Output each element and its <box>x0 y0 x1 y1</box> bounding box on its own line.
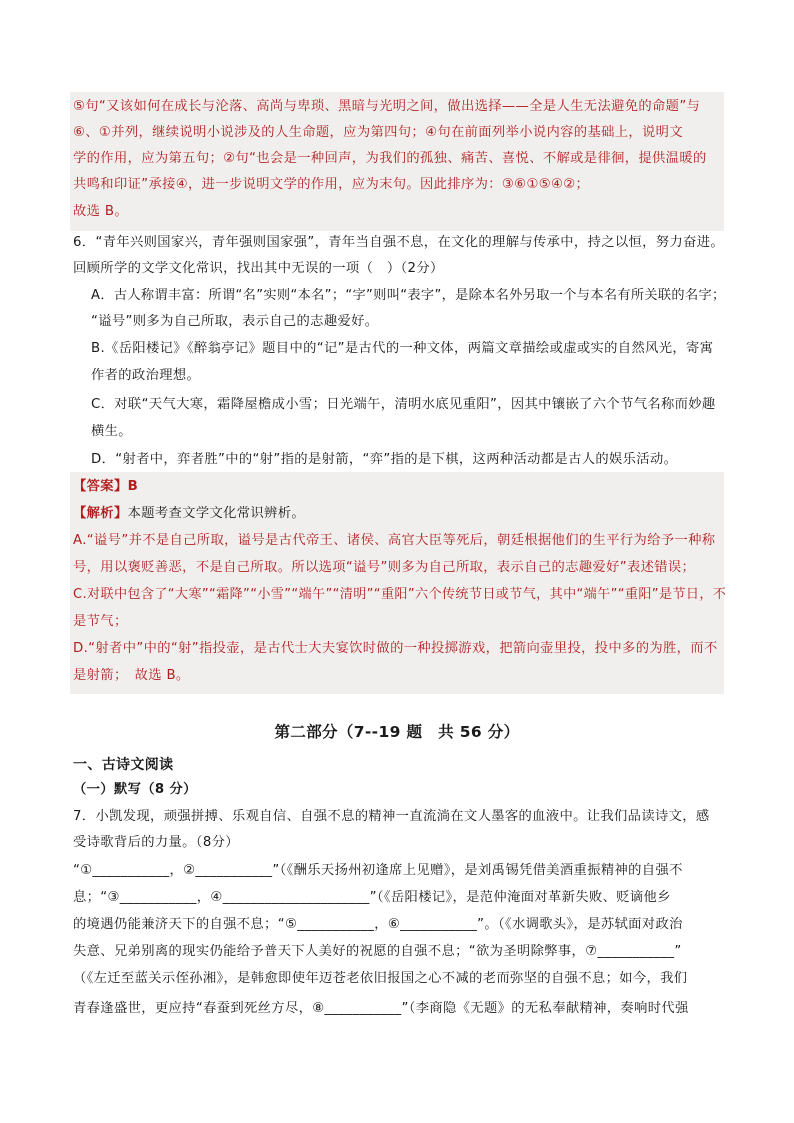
analysis-item-text: 对联中包含了“大寒”“霜降”“小雪”“端午”“清明”“重阳”六个传统节日或节气，其中“端午”“重阳”是节日，不 <box>87 587 727 602</box>
analysis-item-d-cont: 是射箭； 故选 B。 <box>73 668 190 683</box>
question7-line: 青春逢盛世，更应持“春蚕到死丝方尽，⑧___________”（李商隐《无题》的无私奉献精神，奏响时代强 <box>73 1001 689 1016</box>
answer-line <box>73 478 138 496</box>
question7-line: 的境遇仍能兼济天下的自强不息；“⑤___________，⑥___________”。（《水调歌头》，是苏轼面对政治 <box>73 917 683 932</box>
analysis-line: ⑤句“又该如何在成长与沦落、高尚与卑琐、黑暗与光明之间，做出选择——全是人生无法避免的命题”与 <box>73 99 701 114</box>
analysis-item-letter: C. <box>73 587 88 602</box>
question6-stem: 6．“青年兴则国家兴，青年强则国家强”，青年当自强不息，在文化的理解与传承中，持之以恒，努力奋进。 <box>73 235 725 250</box>
option-b-cont: 作者的政治理想。 <box>91 368 201 383</box>
analysis-line: 学的作用，应为第五句；②句“也会是一种回声，为我们的孤独、痛苦、喜悦、不解或是徘徊，提供温暖的 <box>73 151 707 166</box>
analysis-intro-line <box>73 505 305 523</box>
question7-line: “①___________，②___________”（《酬乐天扬州初逢席上见赠》，是刘禹锡凭借美酒重振精神的自强不 <box>73 863 683 878</box>
analysis-item-a-cont: 号，用以褒贬善恶，不是自己所取。所以选项“谥号”则多为自己所取，表示自己的志趣爱好”表述错误； <box>73 560 696 575</box>
question7-line: 受诗歌背后的力量。（8分） <box>73 835 239 850</box>
question6-stem: 回顾所学的文学文化常识，找出其中无误的一项（ ）（2分） <box>73 261 444 276</box>
option-a: A．古人称谓丰富：所谓“名”实则“本名”；“字”则叫“表字”，是除本名外另取一个与本名有所关联的名字； <box>91 288 726 303</box>
option-b: B.《岳阳楼记》《醉翁亭记》题目中的“记”是古代的一种文体，两篇文章描绘或虚或实的自然风光，寄寓 <box>91 341 714 356</box>
analysis-line: ⑥、①并列，继续说明小说涉及的人生命题，应为第四句；④句在前面列举小说内容的基础上，说明文 <box>73 125 683 140</box>
analysis-item-text: “谥号”并不是自己所取，谥号是古代帝王、诸侯、高官大臣等死后，朝廷根据他们的生平行为给予一种称 <box>86 533 716 548</box>
answer-value: B <box>127 479 139 494</box>
question7-line: 失意、兄弟别离的现实仍能给予普天下人美好的祝愿的自强不息；“欲为圣明除弊事，⑦___________” <box>73 944 682 959</box>
subsection-heading: （一）默写（8 分） <box>73 782 197 797</box>
analysis-item-c-cont: 是节气； <box>73 614 128 629</box>
section-heading: 一、古诗文阅读 <box>73 757 174 773</box>
question7-line: （《左迁至蓝关示侄孙湘》，是韩愈即使年迈苍老依旧报国之心不减的老而弥坚的自强不息；如今，我们 <box>73 971 688 986</box>
analysis-line: 共鸣和印证”承接④，进一步说明文学的作用，应为末句。因此排序为：③⑥①⑤④②； <box>73 177 590 192</box>
analysis-item-a <box>73 532 715 550</box>
option-c: C．对联“天气大寒，霜降屋檐成小雪；日光端午，清明水底见重阳”，因其中镶嵌了六个节气名称而妙趣 <box>91 397 716 412</box>
analysis-item-text: “射者中”中的“射”指投壶，是古代士大夫宴饮时做的一种投掷游戏，把箭向壶里投，投中多的为胜，而不 <box>88 641 718 656</box>
analysis-item-d <box>73 640 718 658</box>
analysis-line: 故选 B。 <box>73 204 128 219</box>
analysis-item-letter: D. <box>73 641 89 656</box>
question7-line: 息；“③___________，④_____________________”（《岳阳楼记》，是范仲淹面对革新失败、贬谪他乡 <box>73 890 671 905</box>
question7-line: 7．小凯发现，顽强拼搏、乐观自信、自强不息的精神一直流淌在文人墨客的血液中。让我们品读诗文，感 <box>73 809 710 824</box>
option-a-cont: “谥号”则多为自己所取，表示自己的志趣爱好。 <box>91 314 379 329</box>
option-c-cont: 横生。 <box>91 424 132 439</box>
part-title: 第二部分（7--19 题 共 56 分） <box>274 723 520 741</box>
answer-tag: 【答案】 <box>73 479 128 494</box>
option-d: D．“射者中，弈者胜”中的“射”指的是射箭，“弈”指的是下棋，这两种活动都是古人的娱乐活动。 <box>91 452 678 467</box>
analysis-item-letter: A. <box>73 533 87 548</box>
analysis-intro: 本题考查文学文化常识辨析。 <box>127 506 306 521</box>
analysis-tag: 【解析】 <box>73 506 128 521</box>
analysis-item-c <box>73 586 726 604</box>
